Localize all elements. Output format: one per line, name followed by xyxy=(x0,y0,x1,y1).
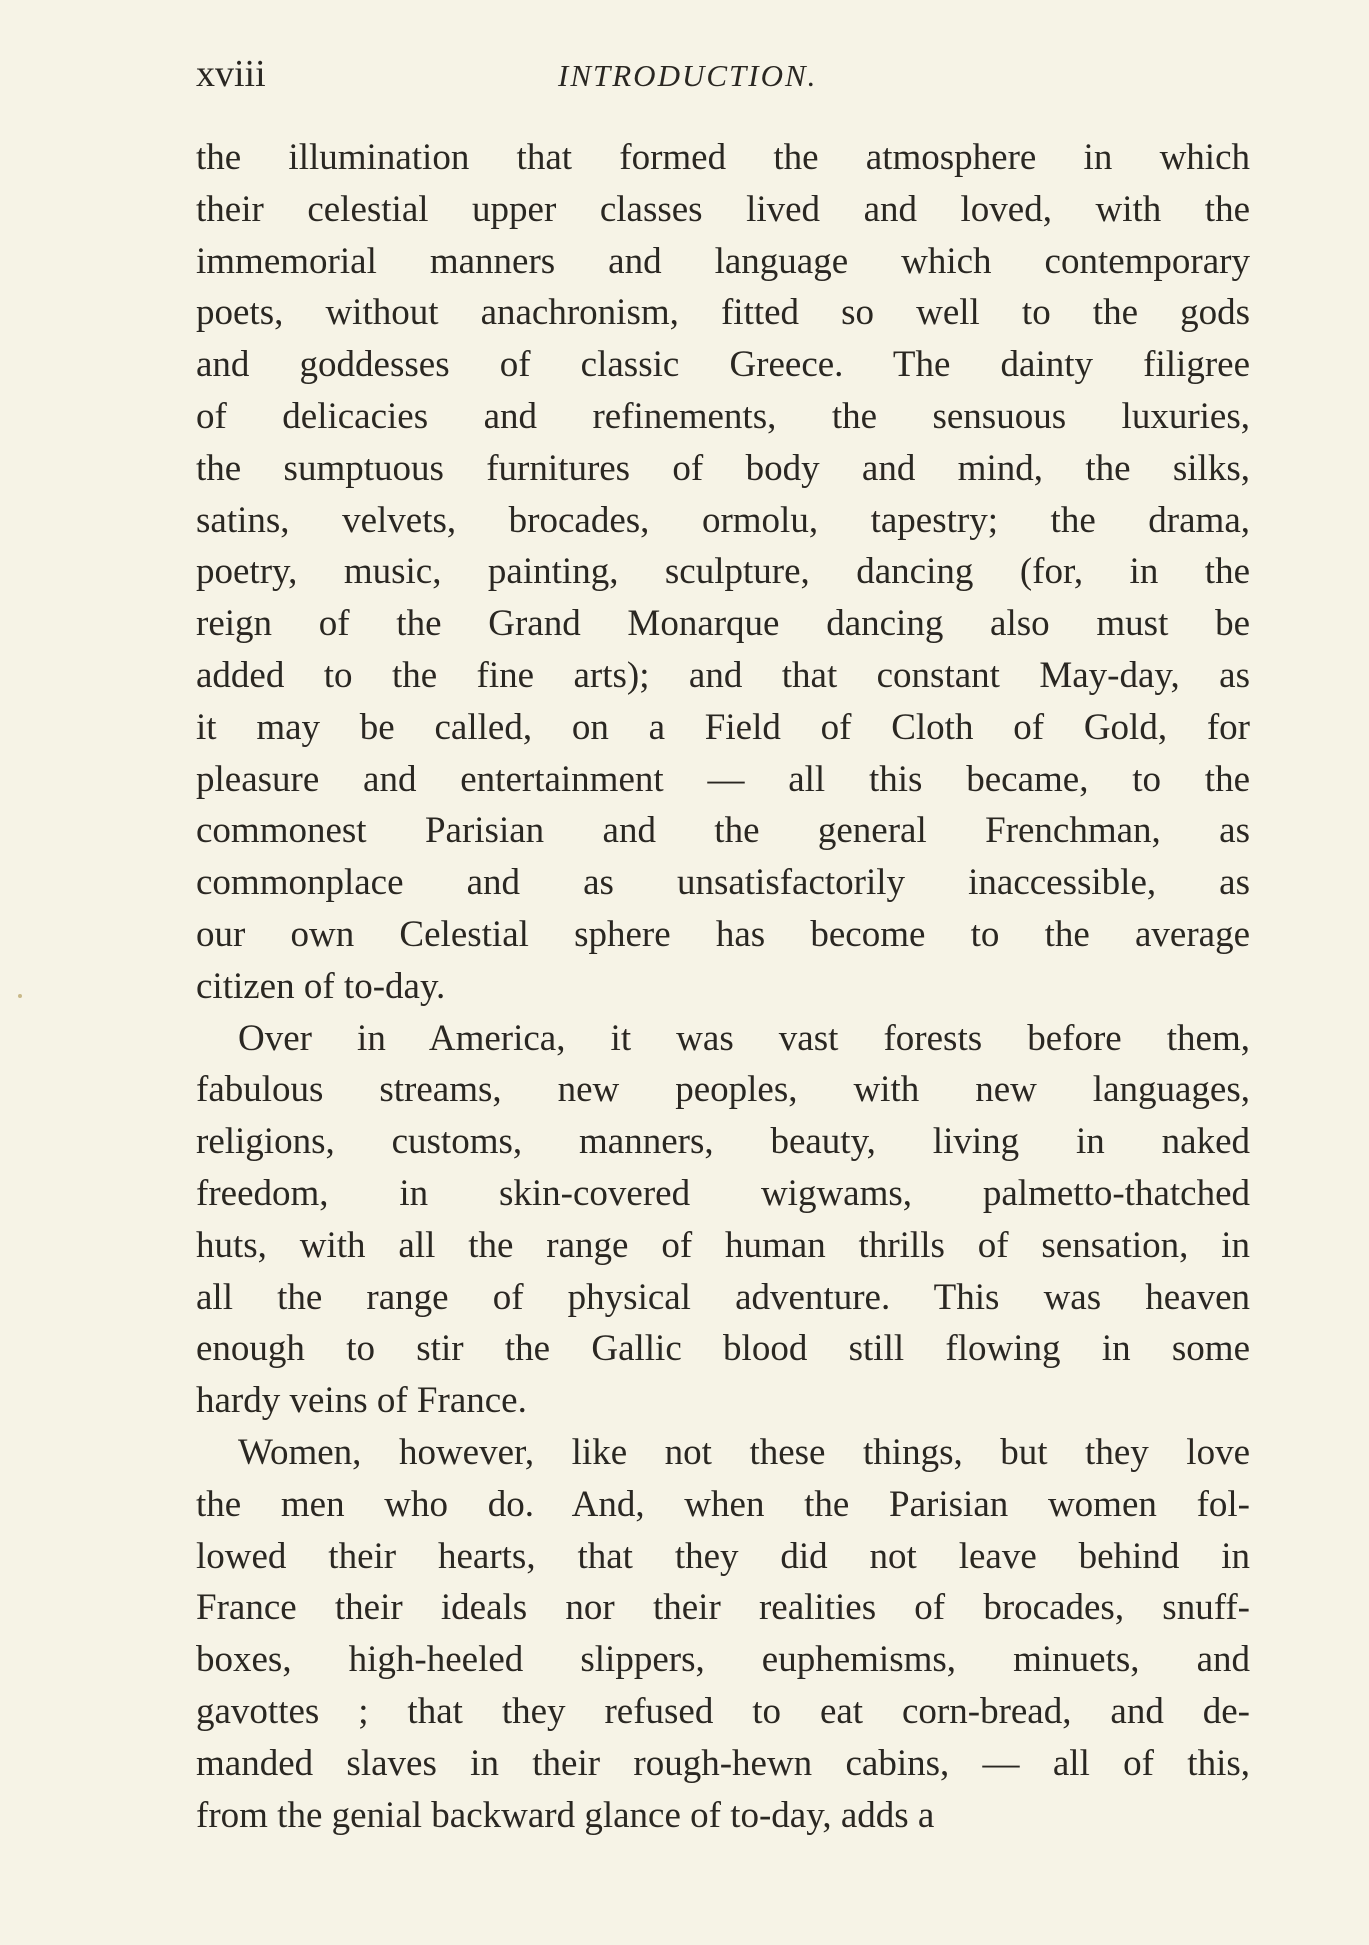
text-line: pleasure and entertainment — all this became, to the xyxy=(196,758,1250,800)
paragraph xyxy=(196,1427,1250,1841)
text-line: enough to stir the Gallic blood still flowing in some xyxy=(196,1328,1250,1370)
text-line: lowed their hearts, that they did not leave behind in xyxy=(196,1535,1250,1577)
text-line: immemorial manners and language which contemporary xyxy=(196,240,1250,282)
text-line: from the genial backward glance of to-day, adds a xyxy=(196,1794,935,1836)
running-head: INTRODUCTION. xyxy=(558,58,818,93)
text-line: manded slaves in their rough-hewn cabins, — all of this, xyxy=(196,1742,1250,1784)
text-line: boxes, high-heeled slippers, euphemisms, minuets, and xyxy=(196,1639,1250,1681)
text-line: it may be called, on a Field of Cloth of Gold, for xyxy=(196,706,1250,748)
text-line: France their ideals nor their realities of brocades, snuff- xyxy=(196,1587,1250,1629)
paper-speck xyxy=(18,994,22,998)
text-line: commonplace and as unsatisfactorily inaccessible, as xyxy=(196,862,1250,904)
text-line: our own Celestial sphere has become to the average xyxy=(196,913,1250,955)
text-line: satins, velvets, brocades, ormolu, tapestry; the drama, xyxy=(196,499,1250,541)
text-line: religions, customs, manners, beauty, living in naked xyxy=(196,1121,1250,1163)
text-line: the sumptuous furnitures of body and mind, the silks, xyxy=(196,447,1250,489)
text-line: all the range of physical adventure. This was heaven xyxy=(196,1276,1250,1318)
text-line: poets, without anachronism, fitted so well to the gods xyxy=(196,292,1250,334)
text-line: fabulous streams, new peoples, with new languages, xyxy=(196,1069,1250,1111)
text-line: Over in America, it was vast forests before them, xyxy=(238,1017,1250,1059)
text-line: the illumination that formed the atmosphere in which xyxy=(196,137,1250,178)
text-line: freedom, in skin-covered wigwams, palmetto-thatched xyxy=(196,1172,1250,1214)
text-line: citizen of to-day. xyxy=(196,965,446,1007)
text-line: poetry, music, painting, sculpture, dancing (for, in the xyxy=(196,551,1250,593)
paragraph xyxy=(196,132,1250,1013)
text-line: gavottes ; that they refused to eat corn-bread, and de- xyxy=(196,1690,1250,1732)
text-line: of delicacies and refinements, the sensuous luxuries, xyxy=(196,395,1250,437)
paragraph xyxy=(196,1013,1250,1427)
text-line: hardy veins of France. xyxy=(196,1380,527,1422)
text-line: Women, however, like not these things, but they love xyxy=(238,1431,1250,1473)
text-line: commonest Parisian and the general Frenchman, as xyxy=(196,810,1250,852)
text-line: and goddesses of classic Greece. The dainty filigree xyxy=(196,344,1250,386)
text-line: huts, with all the range of human thrills of sensation, in xyxy=(196,1224,1250,1266)
text-line: added to the fine arts); and that constant May-day, as xyxy=(196,654,1250,696)
page-number: xviii xyxy=(196,53,266,95)
text-line: the men who do. And, when the Parisian women fol- xyxy=(196,1483,1250,1525)
body-text xyxy=(196,132,1250,1841)
page-header xyxy=(196,52,1250,96)
text-line: reign of the Grand Monarque dancing also must be xyxy=(196,603,1250,645)
text-line: their celestial upper classes lived and loved, with the xyxy=(196,188,1250,230)
